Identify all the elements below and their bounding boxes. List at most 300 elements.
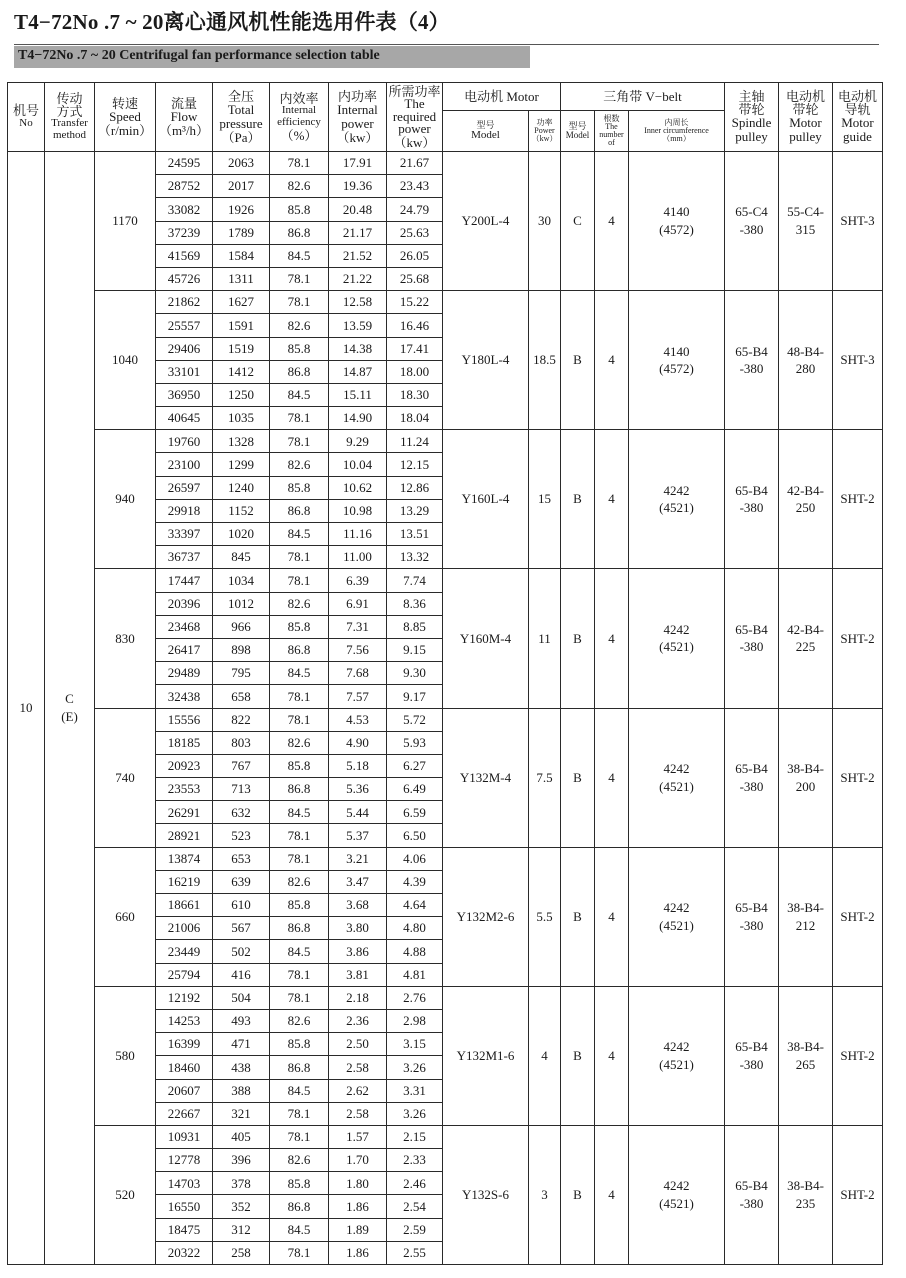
internal-power-cell: 2.18 [329, 986, 387, 1009]
required-power-cell: 13.29 [387, 499, 443, 522]
flow-cell: 26417 [156, 638, 213, 661]
flow-cell: 17447 [156, 569, 213, 592]
belt-circumference-cell-line2: (4521) [659, 500, 694, 516]
speed-cell: 1040 [95, 291, 156, 430]
motor-pulley-cell-line2: 235 [795, 1195, 816, 1211]
flow-cell: 25557 [156, 314, 213, 337]
motor-pulley-cell [779, 1125, 833, 1264]
flow-cell: 33082 [156, 198, 213, 221]
internal-power-cell: 4.53 [329, 708, 387, 731]
flow-cell: 12778 [156, 1149, 213, 1172]
pressure-cell: 312 [213, 1218, 270, 1241]
flow-cell: 45726 [156, 267, 213, 290]
spindle-pulley-cell-line2: -380 [739, 778, 764, 794]
page-title: T4−72No .7 ~ 20离心通风机性能选用件表（4） [14, 10, 450, 34]
flow-cell: 40645 [156, 407, 213, 430]
pressure-cell: 504 [213, 986, 270, 1009]
required-power-cell: 8.36 [387, 592, 443, 615]
required-power-cell: 6.49 [387, 778, 443, 801]
speed-cell: 740 [95, 708, 156, 847]
belt-circumference-cell-line2: (4572) [659, 361, 694, 377]
flow-cell: 26597 [156, 476, 213, 499]
required-power-cell: 6.27 [387, 754, 443, 777]
required-power-cell: 6.50 [387, 824, 443, 847]
internal-power-cell: 5.37 [329, 824, 387, 847]
pressure-cell: 795 [213, 662, 270, 685]
flow-cell: 16219 [156, 870, 213, 893]
flow-cell: 20923 [156, 754, 213, 777]
pressure-cell: 1034 [213, 569, 270, 592]
efficiency-cell: 84.5 [270, 801, 329, 824]
motor-pulley-cell [779, 152, 833, 291]
efficiency-cell: 85.8 [270, 615, 329, 638]
table-row [8, 569, 883, 592]
belt-model-cell: B [561, 291, 595, 430]
required-power-cell: 13.51 [387, 523, 443, 546]
belt-model-cell: B [561, 569, 595, 708]
pressure-cell: 653 [213, 847, 270, 870]
header-belt-group: 三角带 V−belt [561, 83, 725, 111]
table-row [8, 430, 883, 453]
spindle-pulley-cell-line1: 65-B4 [735, 621, 768, 637]
required-power-cell: 18.00 [387, 360, 443, 383]
flow-cell: 37239 [156, 221, 213, 244]
internal-power-cell: 21.17 [329, 221, 387, 244]
pressure-cell: 822 [213, 708, 270, 731]
required-power-cell: 3.26 [387, 1102, 443, 1125]
required-power-cell: 5.93 [387, 731, 443, 754]
belt-circumference-cell-line1: 4242 [663, 482, 690, 498]
pressure-cell: 378 [213, 1172, 270, 1195]
required-power-cell: 9.17 [387, 685, 443, 708]
speed-cell: 580 [95, 986, 156, 1125]
required-power-cell: 25.68 [387, 267, 443, 290]
required-power-cell: 4.39 [387, 870, 443, 893]
internal-power-cell: 4.90 [329, 731, 387, 754]
spindle-pulley-cell [725, 708, 779, 847]
pressure-cell: 258 [213, 1241, 270, 1264]
table-row [8, 291, 883, 314]
efficiency-cell: 78.1 [270, 430, 329, 453]
motor-model-cell: Y180L-4 [443, 291, 529, 430]
efficiency-cell: 78.1 [270, 291, 329, 314]
flow-cell: 10931 [156, 1125, 213, 1148]
internal-power-cell: 15.11 [329, 383, 387, 406]
motor-pulley-cell-line1: 38-B4- [787, 900, 824, 916]
motor-pulley-cell-line1: 38-B4- [787, 1178, 824, 1194]
pressure-cell: 471 [213, 1033, 270, 1056]
header-no: 机号 No [8, 83, 45, 152]
table-row [8, 1125, 883, 1148]
table-row [8, 152, 883, 175]
required-power-cell: 12.15 [387, 453, 443, 476]
spindle-pulley-cell-line1: 65-B4 [735, 1178, 768, 1194]
flow-cell: 15556 [156, 708, 213, 731]
required-power-cell: 2.46 [387, 1172, 443, 1195]
table-row [8, 847, 883, 870]
efficiency-cell: 85.8 [270, 1033, 329, 1056]
efficiency-cell: 78.1 [270, 1102, 329, 1125]
required-power-cell: 4.88 [387, 940, 443, 963]
pressure-cell: 388 [213, 1079, 270, 1102]
motor-power-cell: 15 [529, 430, 561, 569]
efficiency-cell: 78.1 [270, 708, 329, 731]
internal-power-cell: 3.68 [329, 894, 387, 917]
internal-power-cell: 7.68 [329, 662, 387, 685]
flow-cell: 24595 [156, 152, 213, 175]
spindle-pulley-cell-line2: -380 [739, 1056, 764, 1072]
flow-cell: 36950 [156, 383, 213, 406]
efficiency-cell: 85.8 [270, 1172, 329, 1195]
belt-number-cell: 4 [595, 986, 629, 1125]
pressure-cell: 713 [213, 778, 270, 801]
internal-power-cell: 14.38 [329, 337, 387, 360]
flow-cell: 18475 [156, 1218, 213, 1241]
belt-number-cell: 4 [595, 1125, 629, 1264]
pressure-cell: 1035 [213, 407, 270, 430]
belt-number-cell: 4 [595, 152, 629, 291]
motor-guide-cell: SHT-3 [833, 152, 883, 291]
belt-circumference-cell-line1: 4140 [663, 204, 690, 220]
motor-pulley-cell-line1: 48-B4- [787, 343, 824, 359]
internal-power-cell: 10.62 [329, 476, 387, 499]
motor-pulley-cell-line1: 42-B4- [787, 621, 824, 637]
belt-circumference-cell [629, 1125, 725, 1264]
transfer-cell [45, 152, 95, 1265]
pressure-cell: 405 [213, 1125, 270, 1148]
efficiency-cell: 84.5 [270, 1218, 329, 1241]
belt-model-cell: B [561, 986, 595, 1125]
pressure-cell: 2017 [213, 175, 270, 198]
flow-cell: 23553 [156, 778, 213, 801]
belt-circumference-cell-line1: 4242 [663, 1039, 690, 1055]
motor-pulley-cell [779, 986, 833, 1125]
required-power-cell: 4.81 [387, 963, 443, 986]
internal-power-cell: 6.91 [329, 592, 387, 615]
pressure-cell: 1926 [213, 198, 270, 221]
required-power-cell: 3.15 [387, 1033, 443, 1056]
efficiency-cell: 84.5 [270, 940, 329, 963]
internal-power-cell: 3.21 [329, 847, 387, 870]
title-rule [14, 44, 879, 45]
required-power-cell: 9.15 [387, 638, 443, 661]
flow-cell: 16550 [156, 1195, 213, 1218]
internal-power-cell: 7.56 [329, 638, 387, 661]
pressure-cell: 416 [213, 963, 270, 986]
efficiency-cell: 78.1 [270, 569, 329, 592]
pressure-cell: 767 [213, 754, 270, 777]
internal-power-cell: 3.81 [329, 963, 387, 986]
belt-circumference-cell-line2: (4521) [659, 1056, 694, 1072]
motor-model-cell: Y132S-6 [443, 1125, 529, 1264]
efficiency-cell: 85.8 [270, 198, 329, 221]
pressure-cell: 523 [213, 824, 270, 847]
required-power-cell: 11.24 [387, 430, 443, 453]
machine-no-cell: 10 [8, 152, 45, 1265]
motor-pulley-cell [779, 291, 833, 430]
motor-guide-cell: SHT-2 [833, 1125, 883, 1264]
flow-cell: 25794 [156, 963, 213, 986]
spindle-pulley-cell-line1: 65-B4 [735, 760, 768, 776]
flow-cell: 26291 [156, 801, 213, 824]
flow-cell: 20396 [156, 592, 213, 615]
internal-power-cell: 1.86 [329, 1241, 387, 1264]
motor-power-cell: 30 [529, 152, 561, 291]
internal-power-cell: 5.18 [329, 754, 387, 777]
belt-number-cell: 4 [595, 847, 629, 986]
internal-power-cell: 2.50 [329, 1033, 387, 1056]
spindle-pulley-cell-line2: -380 [739, 222, 764, 238]
spindle-pulley-cell-line2: -380 [739, 500, 764, 516]
motor-pulley-cell [779, 569, 833, 708]
table-header [8, 83, 883, 152]
motor-pulley-cell-line2: 280 [795, 361, 816, 377]
required-power-cell: 4.06 [387, 847, 443, 870]
efficiency-cell: 82.6 [270, 314, 329, 337]
header-belt-circumference: 内周长 Inner circumference （mm） [629, 111, 725, 152]
header-efficiency: 内效率 Internal efficiency （%） [270, 83, 329, 152]
pressure-cell: 493 [213, 1009, 270, 1032]
motor-pulley-cell-line1: 42-B4- [787, 482, 824, 498]
header-motor-guide: 电动机导轨 Motor guide [833, 83, 883, 152]
motor-pulley-cell-line2: 212 [795, 917, 816, 933]
spindle-pulley-cell [725, 847, 779, 986]
flow-cell: 13874 [156, 847, 213, 870]
header-flow: 流量 Flow （m³/h） [156, 83, 213, 152]
belt-circumference-cell [629, 152, 725, 291]
internal-power-cell: 10.98 [329, 499, 387, 522]
flow-cell: 21862 [156, 291, 213, 314]
flow-cell: 12192 [156, 986, 213, 1009]
spindle-pulley-cell-line2: -380 [739, 917, 764, 933]
motor-power-cell: 18.5 [529, 291, 561, 430]
flow-cell: 20322 [156, 1241, 213, 1264]
required-power-cell: 3.26 [387, 1056, 443, 1079]
internal-power-cell: 5.44 [329, 801, 387, 824]
internal-power-cell: 14.87 [329, 360, 387, 383]
header-motor-pulley: 电动机带轮 Motor pulley [779, 83, 833, 152]
efficiency-cell: 86.8 [270, 1056, 329, 1079]
internal-power-cell: 5.36 [329, 778, 387, 801]
efficiency-cell: 84.5 [270, 523, 329, 546]
efficiency-cell: 78.1 [270, 546, 329, 569]
transfer-cell-line2: (E) [61, 709, 78, 724]
motor-guide-cell: SHT-2 [833, 430, 883, 569]
internal-power-cell: 2.58 [329, 1102, 387, 1125]
belt-circumference-cell-line2: (4572) [659, 222, 694, 238]
pressure-cell: 1584 [213, 244, 270, 267]
internal-power-cell: 10.04 [329, 453, 387, 476]
internal-power-cell: 1.89 [329, 1218, 387, 1241]
pressure-cell: 502 [213, 940, 270, 963]
required-power-cell: 9.30 [387, 662, 443, 685]
header-motor-power: 功率 Power （kw） [529, 111, 561, 152]
spindle-pulley-cell-line1: 65-C4 [735, 204, 768, 220]
flow-cell: 14253 [156, 1009, 213, 1032]
header-spindle-pulley: 主轴带轮 Spindle pulley [725, 83, 779, 152]
pressure-cell: 438 [213, 1056, 270, 1079]
internal-power-cell: 3.47 [329, 870, 387, 893]
pressure-cell: 1299 [213, 453, 270, 476]
efficiency-cell: 85.8 [270, 894, 329, 917]
internal-power-cell: 21.52 [329, 244, 387, 267]
flow-cell: 23468 [156, 615, 213, 638]
pressure-cell: 1012 [213, 592, 270, 615]
belt-circumference-cell-line1: 4242 [663, 621, 690, 637]
flow-cell: 29489 [156, 662, 213, 685]
required-power-cell: 2.76 [387, 986, 443, 1009]
belt-number-cell: 4 [595, 430, 629, 569]
efficiency-cell: 82.6 [270, 870, 329, 893]
flow-cell: 33397 [156, 523, 213, 546]
internal-power-cell: 21.22 [329, 267, 387, 290]
pressure-cell: 632 [213, 801, 270, 824]
spindle-pulley-cell-line2: -380 [739, 361, 764, 377]
pressure-cell: 1412 [213, 360, 270, 383]
flow-cell: 28752 [156, 175, 213, 198]
efficiency-cell: 84.5 [270, 383, 329, 406]
motor-model-cell: Y160M-4 [443, 569, 529, 708]
page-subtitle: T4−72No .7 ~ 20 Centrifugal fan performance selection table [18, 48, 380, 63]
required-power-cell: 24.79 [387, 198, 443, 221]
internal-power-cell: 12.58 [329, 291, 387, 314]
flow-cell: 33101 [156, 360, 213, 383]
internal-power-cell: 2.36 [329, 1009, 387, 1032]
pressure-cell: 1240 [213, 476, 270, 499]
belt-circumference-cell [629, 708, 725, 847]
internal-power-cell: 1.70 [329, 1149, 387, 1172]
pressure-cell: 1789 [213, 221, 270, 244]
belt-number-cell: 4 [595, 708, 629, 847]
internal-power-cell: 17.91 [329, 152, 387, 175]
pressure-cell: 845 [213, 546, 270, 569]
pressure-cell: 966 [213, 615, 270, 638]
belt-circumference-cell-line2: (4521) [659, 639, 694, 655]
efficiency-cell: 78.1 [270, 963, 329, 986]
pressure-cell: 1591 [213, 314, 270, 337]
pressure-cell: 898 [213, 638, 270, 661]
required-power-cell: 2.33 [387, 1149, 443, 1172]
header-transfer: 传动方式 Transfer method [45, 83, 95, 152]
header-speed: 转速 Speed （r/min） [95, 83, 156, 152]
efficiency-cell: 82.6 [270, 731, 329, 754]
belt-circumference-cell-line1: 4242 [663, 760, 690, 776]
spindle-pulley-cell [725, 986, 779, 1125]
required-power-cell: 6.59 [387, 801, 443, 824]
required-power-cell: 2.54 [387, 1195, 443, 1218]
header-internal-power: 内功率 Internal power （kw） [329, 83, 387, 152]
required-power-cell: 16.46 [387, 314, 443, 337]
belt-circumference-cell-line1: 4242 [663, 1178, 690, 1194]
flow-cell: 21006 [156, 917, 213, 940]
motor-power-cell: 7.5 [529, 708, 561, 847]
internal-power-cell: 11.16 [329, 523, 387, 546]
motor-power-cell: 5.5 [529, 847, 561, 986]
internal-power-cell: 11.00 [329, 546, 387, 569]
efficiency-cell: 84.5 [270, 662, 329, 685]
motor-guide-cell: SHT-3 [833, 291, 883, 430]
internal-power-cell: 20.48 [329, 198, 387, 221]
internal-power-cell: 7.57 [329, 685, 387, 708]
required-power-cell: 12.86 [387, 476, 443, 499]
pressure-cell: 352 [213, 1195, 270, 1218]
spindle-pulley-cell-line1: 65-B4 [735, 1039, 768, 1055]
efficiency-cell: 84.5 [270, 244, 329, 267]
internal-power-cell: 1.80 [329, 1172, 387, 1195]
spindle-pulley-cell [725, 1125, 779, 1264]
header-motor-model: 型号 Model [443, 111, 529, 152]
internal-power-cell: 3.80 [329, 917, 387, 940]
pressure-cell: 396 [213, 1149, 270, 1172]
required-power-cell: 5.72 [387, 708, 443, 731]
required-power-cell: 2.98 [387, 1009, 443, 1032]
required-power-cell: 8.85 [387, 615, 443, 638]
flow-cell: 36737 [156, 546, 213, 569]
motor-pulley-cell [779, 708, 833, 847]
flow-cell: 20607 [156, 1079, 213, 1102]
belt-model-cell: B [561, 430, 595, 569]
efficiency-cell: 84.5 [270, 1079, 329, 1102]
internal-power-cell: 1.86 [329, 1195, 387, 1218]
required-power-cell: 13.32 [387, 546, 443, 569]
flow-cell: 14703 [156, 1172, 213, 1195]
motor-pulley-cell-line2: 200 [795, 778, 816, 794]
efficiency-cell: 86.8 [270, 917, 329, 940]
required-power-cell: 7.74 [387, 569, 443, 592]
table-body [8, 152, 883, 1265]
pressure-cell: 803 [213, 731, 270, 754]
pressure-cell: 1311 [213, 267, 270, 290]
efficiency-cell: 78.1 [270, 267, 329, 290]
motor-power-cell: 3 [529, 1125, 561, 1264]
motor-model-cell: Y160L-4 [443, 430, 529, 569]
required-power-cell: 21.67 [387, 152, 443, 175]
required-power-cell: 17.41 [387, 337, 443, 360]
flow-cell: 19760 [156, 430, 213, 453]
motor-power-cell: 11 [529, 569, 561, 708]
efficiency-cell: 85.8 [270, 337, 329, 360]
efficiency-cell: 78.1 [270, 986, 329, 1009]
motor-guide-cell: SHT-2 [833, 708, 883, 847]
speed-cell: 520 [95, 1125, 156, 1264]
required-power-cell: 2.55 [387, 1241, 443, 1264]
flow-cell: 18185 [156, 731, 213, 754]
efficiency-cell: 82.6 [270, 1009, 329, 1032]
spindle-pulley-cell-line1: 65-B4 [735, 900, 768, 916]
speed-cell: 660 [95, 847, 156, 986]
belt-circumference-cell [629, 569, 725, 708]
motor-guide-cell: SHT-2 [833, 569, 883, 708]
internal-power-cell: 14.90 [329, 407, 387, 430]
spindle-pulley-cell [725, 152, 779, 291]
motor-model-cell: Y132M-4 [443, 708, 529, 847]
efficiency-cell: 86.8 [270, 360, 329, 383]
flow-cell: 32438 [156, 685, 213, 708]
header-pressure: 全压 Total pressure （Pa） [213, 83, 270, 152]
header-belt-model: 型号 Model [561, 111, 595, 152]
motor-pulley-cell [779, 847, 833, 986]
spindle-pulley-cell [725, 569, 779, 708]
efficiency-cell: 82.6 [270, 1149, 329, 1172]
pressure-cell: 2063 [213, 152, 270, 175]
efficiency-cell: 86.8 [270, 221, 329, 244]
efficiency-cell: 86.8 [270, 1195, 329, 1218]
required-power-cell: 26.05 [387, 244, 443, 267]
table-row [8, 986, 883, 1009]
pressure-cell: 639 [213, 870, 270, 893]
spindle-pulley-cell [725, 291, 779, 430]
belt-circumference-cell-line2: (4521) [659, 778, 694, 794]
